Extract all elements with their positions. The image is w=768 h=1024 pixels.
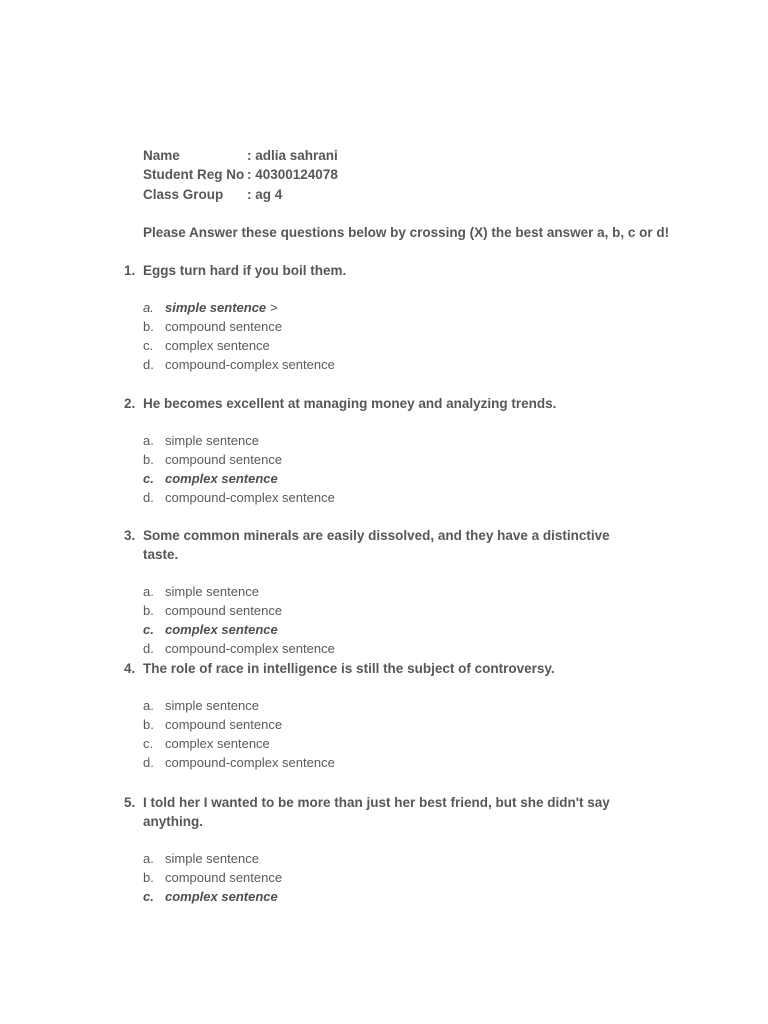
option-letter: a.	[143, 584, 154, 599]
option-letter: a.	[143, 300, 154, 315]
option-a[interactable]	[143, 298, 644, 317]
question-5	[124, 793, 644, 906]
option-b[interactable]	[143, 450, 644, 469]
option-b[interactable]	[143, 317, 644, 336]
question-text: Some common minerals are easily dissolved, and they have a distinctive taste.	[143, 528, 610, 562]
option-list	[124, 696, 644, 772]
option-letter: d.	[143, 490, 154, 506]
option-text: compound-complex sentence	[165, 755, 335, 771]
question-text: Eggs turn hard if you boil them.	[143, 263, 347, 278]
option-text: compound sentence	[165, 717, 283, 733]
option-text: simple sentence	[165, 433, 259, 448]
question-number: 3.	[124, 528, 136, 543]
question-1	[124, 261, 644, 374]
question-text: He becomes excellent at managing money and analyzing trends.	[143, 396, 557, 411]
option-letter: c.	[143, 736, 154, 752]
option-text: complex sentence	[165, 889, 278, 905]
question-stem	[124, 261, 644, 280]
class-label: Class Group	[143, 186, 224, 202]
option-a[interactable]	[143, 431, 644, 450]
option-d[interactable]	[143, 639, 644, 658]
question-number: 1.	[124, 263, 136, 278]
question-4	[124, 659, 644, 772]
class-value: : ag 4	[247, 186, 283, 202]
option-text: simple sentence	[165, 584, 259, 599]
option-letter: d.	[143, 641, 154, 657]
option-letter: d.	[143, 357, 154, 373]
option-a[interactable]	[143, 696, 644, 715]
name-value: : adlia sahrani	[247, 148, 338, 163]
option-c[interactable]	[143, 469, 644, 488]
option-letter: b.	[143, 870, 154, 886]
option-letter: b.	[143, 717, 154, 733]
option-letter: b.	[143, 452, 154, 468]
option-text: simple sentence	[165, 698, 259, 713]
option-list	[124, 431, 644, 507]
option-text: compound sentence	[165, 603, 283, 619]
option-letter: c.	[143, 889, 154, 905]
option-c[interactable]	[143, 336, 644, 355]
question-number: 5.	[124, 795, 136, 810]
reg-label: Student Reg No	[143, 167, 245, 183]
option-list	[124, 298, 644, 374]
question-number: 2.	[124, 396, 136, 411]
option-letter: a.	[143, 433, 154, 448]
option-list	[124, 849, 644, 906]
option-letter: a.	[143, 851, 154, 866]
option-d[interactable]	[143, 753, 644, 772]
class-group-row	[143, 185, 338, 204]
option-text: complex sentence	[165, 338, 270, 354]
question-stem	[124, 659, 644, 678]
option-c[interactable]	[143, 887, 644, 906]
instructions: Please Answer these questions below by crossing (X) the best answer a, b, c or d!	[143, 225, 670, 240]
student-info	[143, 146, 338, 204]
question-stem	[124, 793, 644, 831]
question-stem	[124, 394, 644, 413]
question-3	[124, 526, 644, 658]
option-letter: b.	[143, 603, 154, 619]
option-letter: d.	[143, 755, 154, 771]
option-d[interactable]	[143, 488, 644, 507]
option-text: compound-complex sentence	[165, 357, 335, 373]
option-text: complex sentence	[165, 736, 270, 752]
option-letter: b.	[143, 319, 154, 335]
option-c[interactable]	[143, 620, 644, 639]
option-d[interactable]	[143, 355, 644, 374]
option-text: compound-complex sentence	[165, 490, 335, 506]
question-text: The role of race in intelligence is still the subject of controversy.	[143, 661, 555, 676]
option-b[interactable]	[143, 868, 644, 887]
option-text: complex sentence	[165, 622, 278, 638]
option-text: compound sentence	[165, 452, 283, 468]
option-b[interactable]	[143, 601, 644, 620]
reg-value: : 40300124078	[247, 167, 338, 183]
option-letter: c.	[143, 471, 154, 487]
option-letter: c.	[143, 622, 154, 638]
question-number: 4.	[124, 661, 136, 676]
question-text: I told her I wanted to be more than just her best friend, but she didn't say anything.	[143, 795, 610, 829]
option-text: compound sentence	[165, 870, 283, 886]
option-a[interactable]	[143, 582, 644, 601]
option-b[interactable]	[143, 715, 644, 734]
option-text: compound sentence	[165, 319, 283, 335]
answer-marker: >	[270, 300, 278, 315]
question-stem	[124, 526, 644, 564]
option-c[interactable]	[143, 734, 644, 753]
option-letter: a.	[143, 698, 154, 713]
option-text: complex sentence	[165, 471, 278, 487]
option-a[interactable]	[143, 849, 644, 868]
student-name-row	[143, 146, 338, 165]
option-text: simple sentence	[165, 300, 267, 315]
option-letter: c.	[143, 338, 154, 354]
question-2	[124, 394, 644, 507]
name-label: Name	[143, 148, 180, 163]
option-text: simple sentence	[165, 851, 259, 866]
student-reg-row	[143, 165, 338, 184]
option-list	[124, 582, 644, 658]
option-text: compound-complex sentence	[165, 641, 335, 657]
